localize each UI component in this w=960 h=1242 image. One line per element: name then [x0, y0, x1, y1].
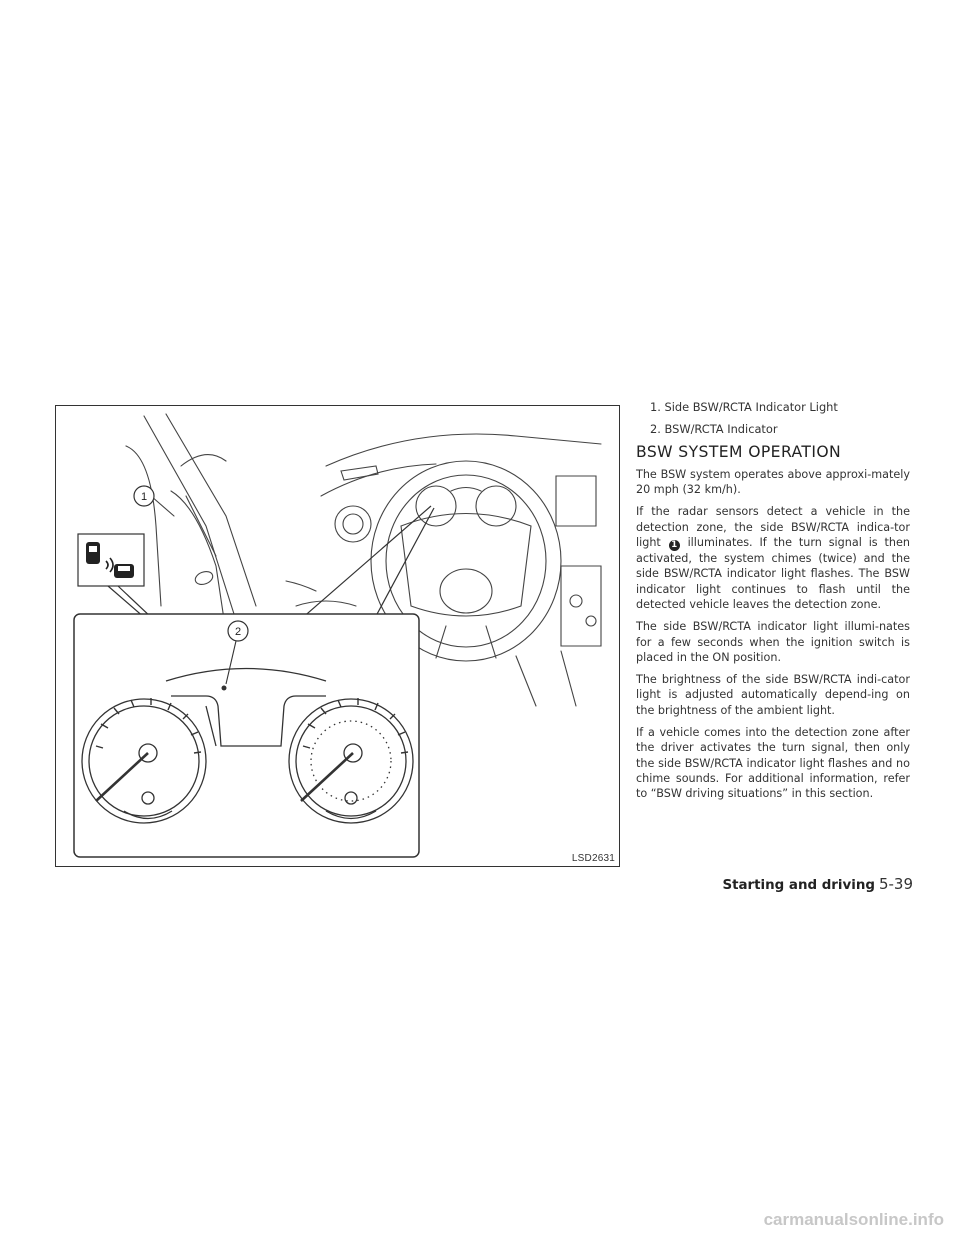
bsw-symbol-icon: [78, 534, 144, 586]
paragraph: The side BSW/RCTA indicator light illumi-nates for a few seconds when the ignition switch is placed in the ON position.: [636, 620, 910, 664]
callout-ref-icon: 1: [669, 540, 680, 551]
figure-legend: [636, 400, 910, 438]
watermark: carmanualsonline.info: [763, 1210, 944, 1229]
paragraph: [636, 504, 910, 612]
page-number: 5-39: [878, 875, 913, 893]
illustration-figure: [55, 405, 620, 867]
callout-2-label: 2: [234, 626, 242, 638]
paragraph-text: If the radar sensors detect a vehicle in the detection zone, the side BSW/RCTA indica-tor light: [636, 505, 910, 550]
section-title: BSW SYSTEM OPERATION: [636, 442, 842, 461]
paragraph: The brightness of the side BSW/RCTA indi-cator light is adjusted automatically depend-ing on the brightness of the ambient light.: [636, 673, 910, 717]
dashboard-illustration: [56, 406, 620, 867]
paragraph: If a vehicle comes into the detection zone after the driver activates the turn signal, then only the side BSW/RCTA indicator light flashes and no chime sounds. For additional information, refer to “BSW driving situations” in this section.: [636, 726, 910, 801]
legend-item: 2. BSW/RCTA Indicator: [650, 422, 778, 437]
footer-section: Starting and driving: [722, 878, 875, 893]
paragraph: The BSW system operates above approxi-mately 20 mph (32 km/h).: [636, 467, 910, 497]
legend-item: 1. Side BSW/RCTA Indicator Light: [650, 400, 838, 414]
callout-1-label: 1: [140, 491, 148, 503]
figure-code: LSD2631: [571, 853, 615, 864]
paragraph-text: illuminates. If the turn signal is then activated, the system chimes (twice) and the side BSW/RCTA indicator light flashes. The BSW indicator light continues to flash until the detected vehicle leaves the detection zone.: [636, 536, 910, 611]
text-column: [636, 400, 910, 809]
page-footer: [722, 875, 913, 893]
